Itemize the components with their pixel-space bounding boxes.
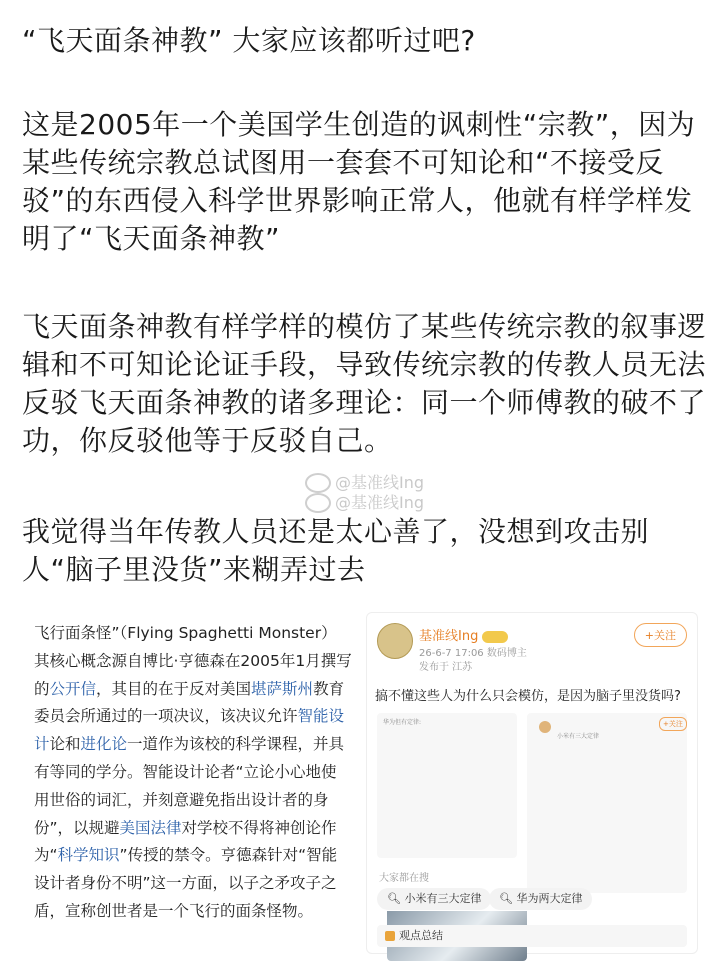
encyclopedia-text-part: ，其目的在于反对美国	[96, 679, 252, 698]
summary-icon	[385, 931, 395, 941]
image-thumbnail-huawei[interactable]	[377, 713, 517, 858]
encyclopedia-text	[34, 620, 352, 926]
post-paragraph-3: 飞天面条神教有样学样的模仿了某些传统宗教的叙事逻辑和不可知论论证手段，导致传统宗教的传教人员无法反驳飞天面条神教的诸多理论：同一个师傅教的破不了功，你反驳他等于反驳自己。	[22, 310, 707, 457]
thumbnail-title: 小米有三大定律	[557, 733, 600, 740]
watermark-text: @基准线Ing	[335, 493, 425, 512]
mini-follow-button: +关注	[659, 717, 687, 731]
summary-label: 观点总结	[399, 929, 443, 942]
search-icon: 🔍︎	[387, 892, 401, 905]
username[interactable]	[419, 625, 508, 644]
post-paragraph-2: 这是2005年一个美国学生创造的讽刺性“宗教”，因为某些传统宗教总试图用一套套不可知论和“不接受反驳”的东西侵入科学世界影响正常人，他就有样学样发明了“飞天面条神教”	[22, 108, 696, 255]
encyclopedia-text-part: 论和	[49, 735, 81, 754]
weibo-logo-icon	[305, 493, 331, 513]
encyclopedia-text-part: 飞行面条怪”（Flying Spaghetti Monster）其核心概念源自博比·亨德森在2005年1月撰写的	[34, 624, 352, 698]
link-us-law[interactable]: 美国法律	[119, 818, 182, 837]
follow-button[interactable]: +关注	[634, 623, 687, 647]
link-evolution[interactable]: 进化论	[80, 735, 128, 754]
encyclopedia-text-part: 教育委员会所通过的一项决议，该决议允许	[34, 679, 345, 726]
chip-label: 华为两大定律	[516, 892, 583, 905]
chip-label: 小米有三大定律	[404, 892, 482, 905]
image-thumbnail-xiaomi[interactable]	[527, 713, 687, 893]
mini-avatar	[539, 721, 551, 733]
watermark	[305, 473, 424, 513]
link-scientific-knowledge[interactable]: 科学知识	[57, 846, 120, 865]
weibo-question: 搞不懂这些人为什么只会模仿，是因为脑子里没货吗?	[375, 689, 681, 704]
post-paragraph-4: 我觉得当年传教人员还是太心善了，没想到攻击别人“脑子里没货”来糊弄过去	[22, 515, 650, 586]
avatar[interactable]	[377, 623, 413, 659]
thumbnail-title: 华为但有定律:	[383, 719, 422, 726]
link-intelligent-design[interactable]: 智能设计	[34, 707, 345, 754]
watermark-text: @基准线Ing	[335, 473, 425, 492]
vip-badge-icon	[482, 631, 508, 643]
post-paragraph-1: “飞天面条神教” 大家应该都听过吧?	[22, 24, 476, 57]
embedded-weibo-screenshot	[366, 612, 698, 954]
post-date: 26-6-7 17:06	[419, 648, 484, 659]
search-chip-huawei[interactable]	[489, 888, 592, 910]
search-icon: 🔍︎	[499, 892, 513, 905]
search-chip-xiaomi[interactable]	[377, 888, 491, 910]
encyclopedia-text-part: 对学校不得将神创论作为“	[34, 818, 337, 865]
link-kansas[interactable]: 堪萨斯州	[251, 679, 314, 698]
weibo-logo-icon	[305, 473, 331, 493]
embedded-encyclopedia-screenshot	[0, 610, 355, 972]
post-category: 数码博主	[486, 648, 527, 659]
opinion-summary-button[interactable]	[377, 925, 687, 947]
username-text: 基准线Ing	[419, 629, 479, 644]
post-location: 发布于 江苏	[419, 662, 473, 673]
link-open-letter[interactable]: 公开信	[49, 679, 97, 698]
post-meta	[419, 647, 527, 675]
trending-search-label: 大家都在搜	[379, 873, 429, 884]
encyclopedia-text-part: ”传授的禁令。亨德森针对“智能设计者身份不明”这一方面，以子之矛攻子之盾，宣称创世者是一个飞行的面条怪物。	[34, 846, 338, 920]
encyclopedia-text-part: 一道作为该校的科学课程，并具有等同的学分。智能设计论者“立论小心地使用世俗的词汇，并刻意避免指出设计者的身份”，以规避	[34, 735, 345, 837]
